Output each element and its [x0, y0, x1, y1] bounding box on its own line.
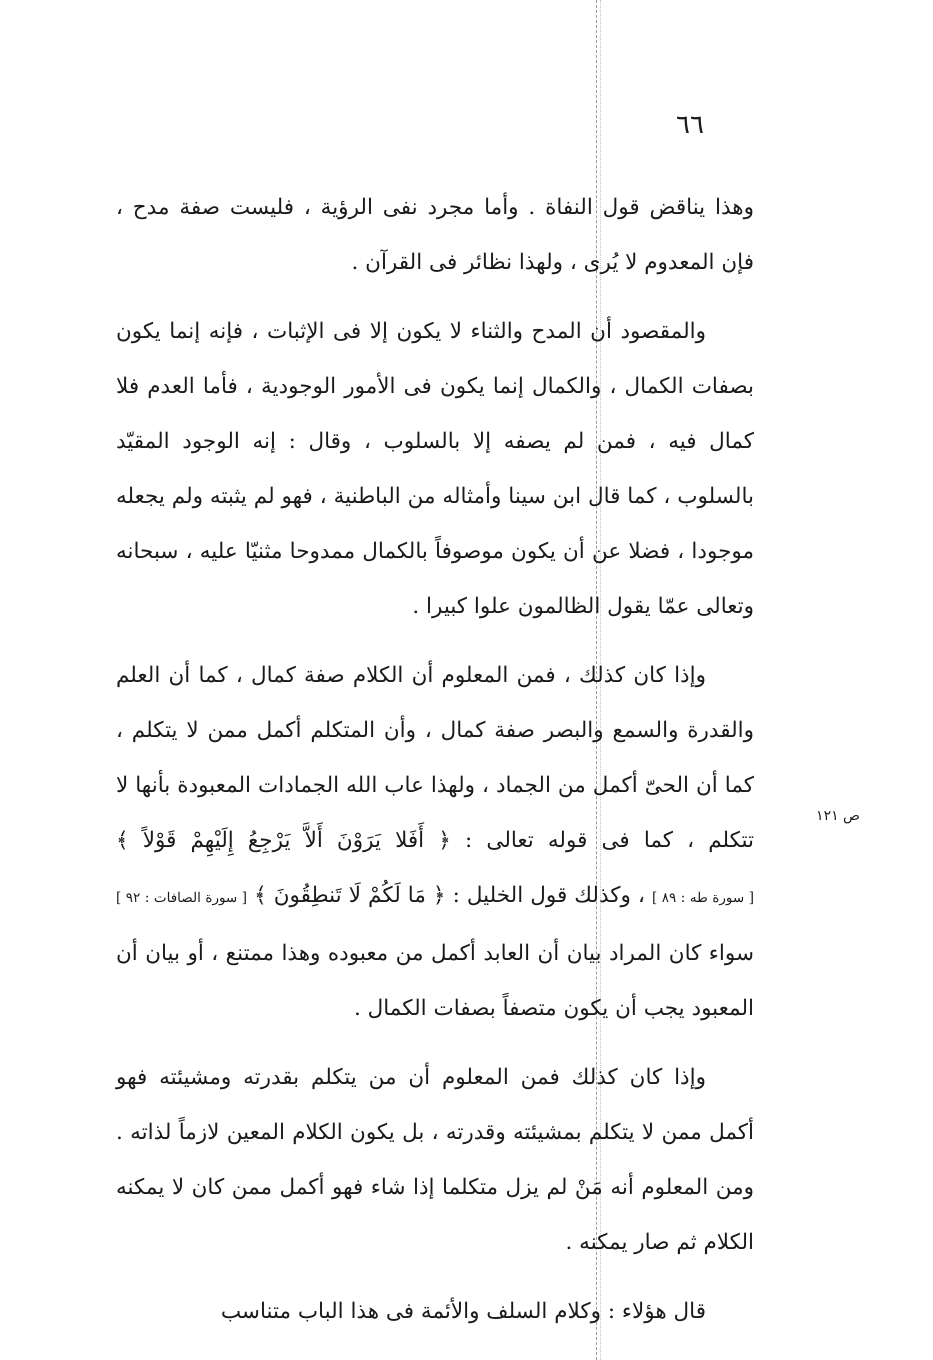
paragraph-3: [116, 648, 754, 1036]
paragraph-gap: [116, 634, 754, 648]
paragraph-1: وهذا يناقض قول النفاة . وأما مجرد نفى الرؤية ، فليست صفة مدح ، فإن المعدوم لا يُرى ، ولهذا نظائر فى القرآن .: [116, 195, 754, 275]
citation-saffat: [ سورة الصافات : ٩٢ ]: [116, 890, 248, 906]
paragraph-gap: [116, 290, 754, 304]
paragraph-3-text-mid: ، وكذلك قول الخليل :: [452, 883, 645, 908]
margin-page-reference: ص ١٢١: [816, 808, 860, 824]
text-body: [116, 180, 754, 1339]
paragraph-gap: [116, 1036, 754, 1050]
paragraph-4: وإذا كان كذلك فمن المعلوم أن من يتكلم بقدرته ومشيئته فهو أكمل ممن لا يتكلم بمشيئته وقدرته ، بل يكون الكلام المعين لازماً لذاته . ومن المعلوم أنه مَنْ لم يزل متكلما إذا شاء فهو أكمل ممن كان لا يمكنه الكلام ثم صار يمكنه .: [116, 1065, 754, 1255]
paragraph-gap: [116, 1270, 754, 1284]
paragraph-2: والمقصود أن المدح والثناء لا يكون إلا فى الإثبات ، فإنه إنما يكون بصفات الكمال ، والكمال إنما يكون فى الأمور الوجودية ، فأما العدم فلا كمال فيه ، فمن لم يصفه إلا بالسلوب ، وقال : إنه الوجود المقيّد بالسلوب ، كما قال ابن سينا وأمثاله من الباطنية ، فهو لم يثبته ولم يجعله موجودا ، فضلا عن أن يكون موصوفاً بالكمال ممدوحا مثنيّا عليه ، سبحانه وتعالى عمّا يقول الظالمون علوا كبيرا .: [116, 319, 754, 619]
quran-quote-saffat: ﴿ مَا لَكُمْ لَا تَنطِقُونَ ﴾: [254, 883, 446, 908]
paragraph-3-text-before: وإذا كان كذلك ، فمن المعلوم أن الكلام صفة كمال ، كما أن العلم والقدرة والسمع والبصر صفة كمال ، وأن المتكلم أكمل ممن لا يتكلم ، كما أن الحىّ أكمل من الجماد ، ولهذا عاب الله الجمادات المعبودة بأنها لا تتكلم ، كما فى قوله تعالى :: [116, 663, 755, 853]
paragraph-3-text-after: سواء كان المراد بيان أن العابد أكمل من معبوده وهذا ممتنع ، أو بيان أن المعبود يجب أن يكون متصفاً بصفات الكمال .: [116, 941, 754, 1021]
paragraph-5: قال هؤلاء : وكلام السلف والأئمة فى هذا الباب متناسب: [220, 1299, 706, 1324]
page-number: ٦٦: [676, 110, 704, 140]
quran-quote-taha: ﴿ أَفَلا يَرَوْنَ أَلاَّ يَرْجِعُ إِلَيْهِمْ قَوْلاً ﴾: [116, 828, 451, 853]
citation-taha: [ سورة طه : ٨٩ ]: [651, 890, 755, 906]
